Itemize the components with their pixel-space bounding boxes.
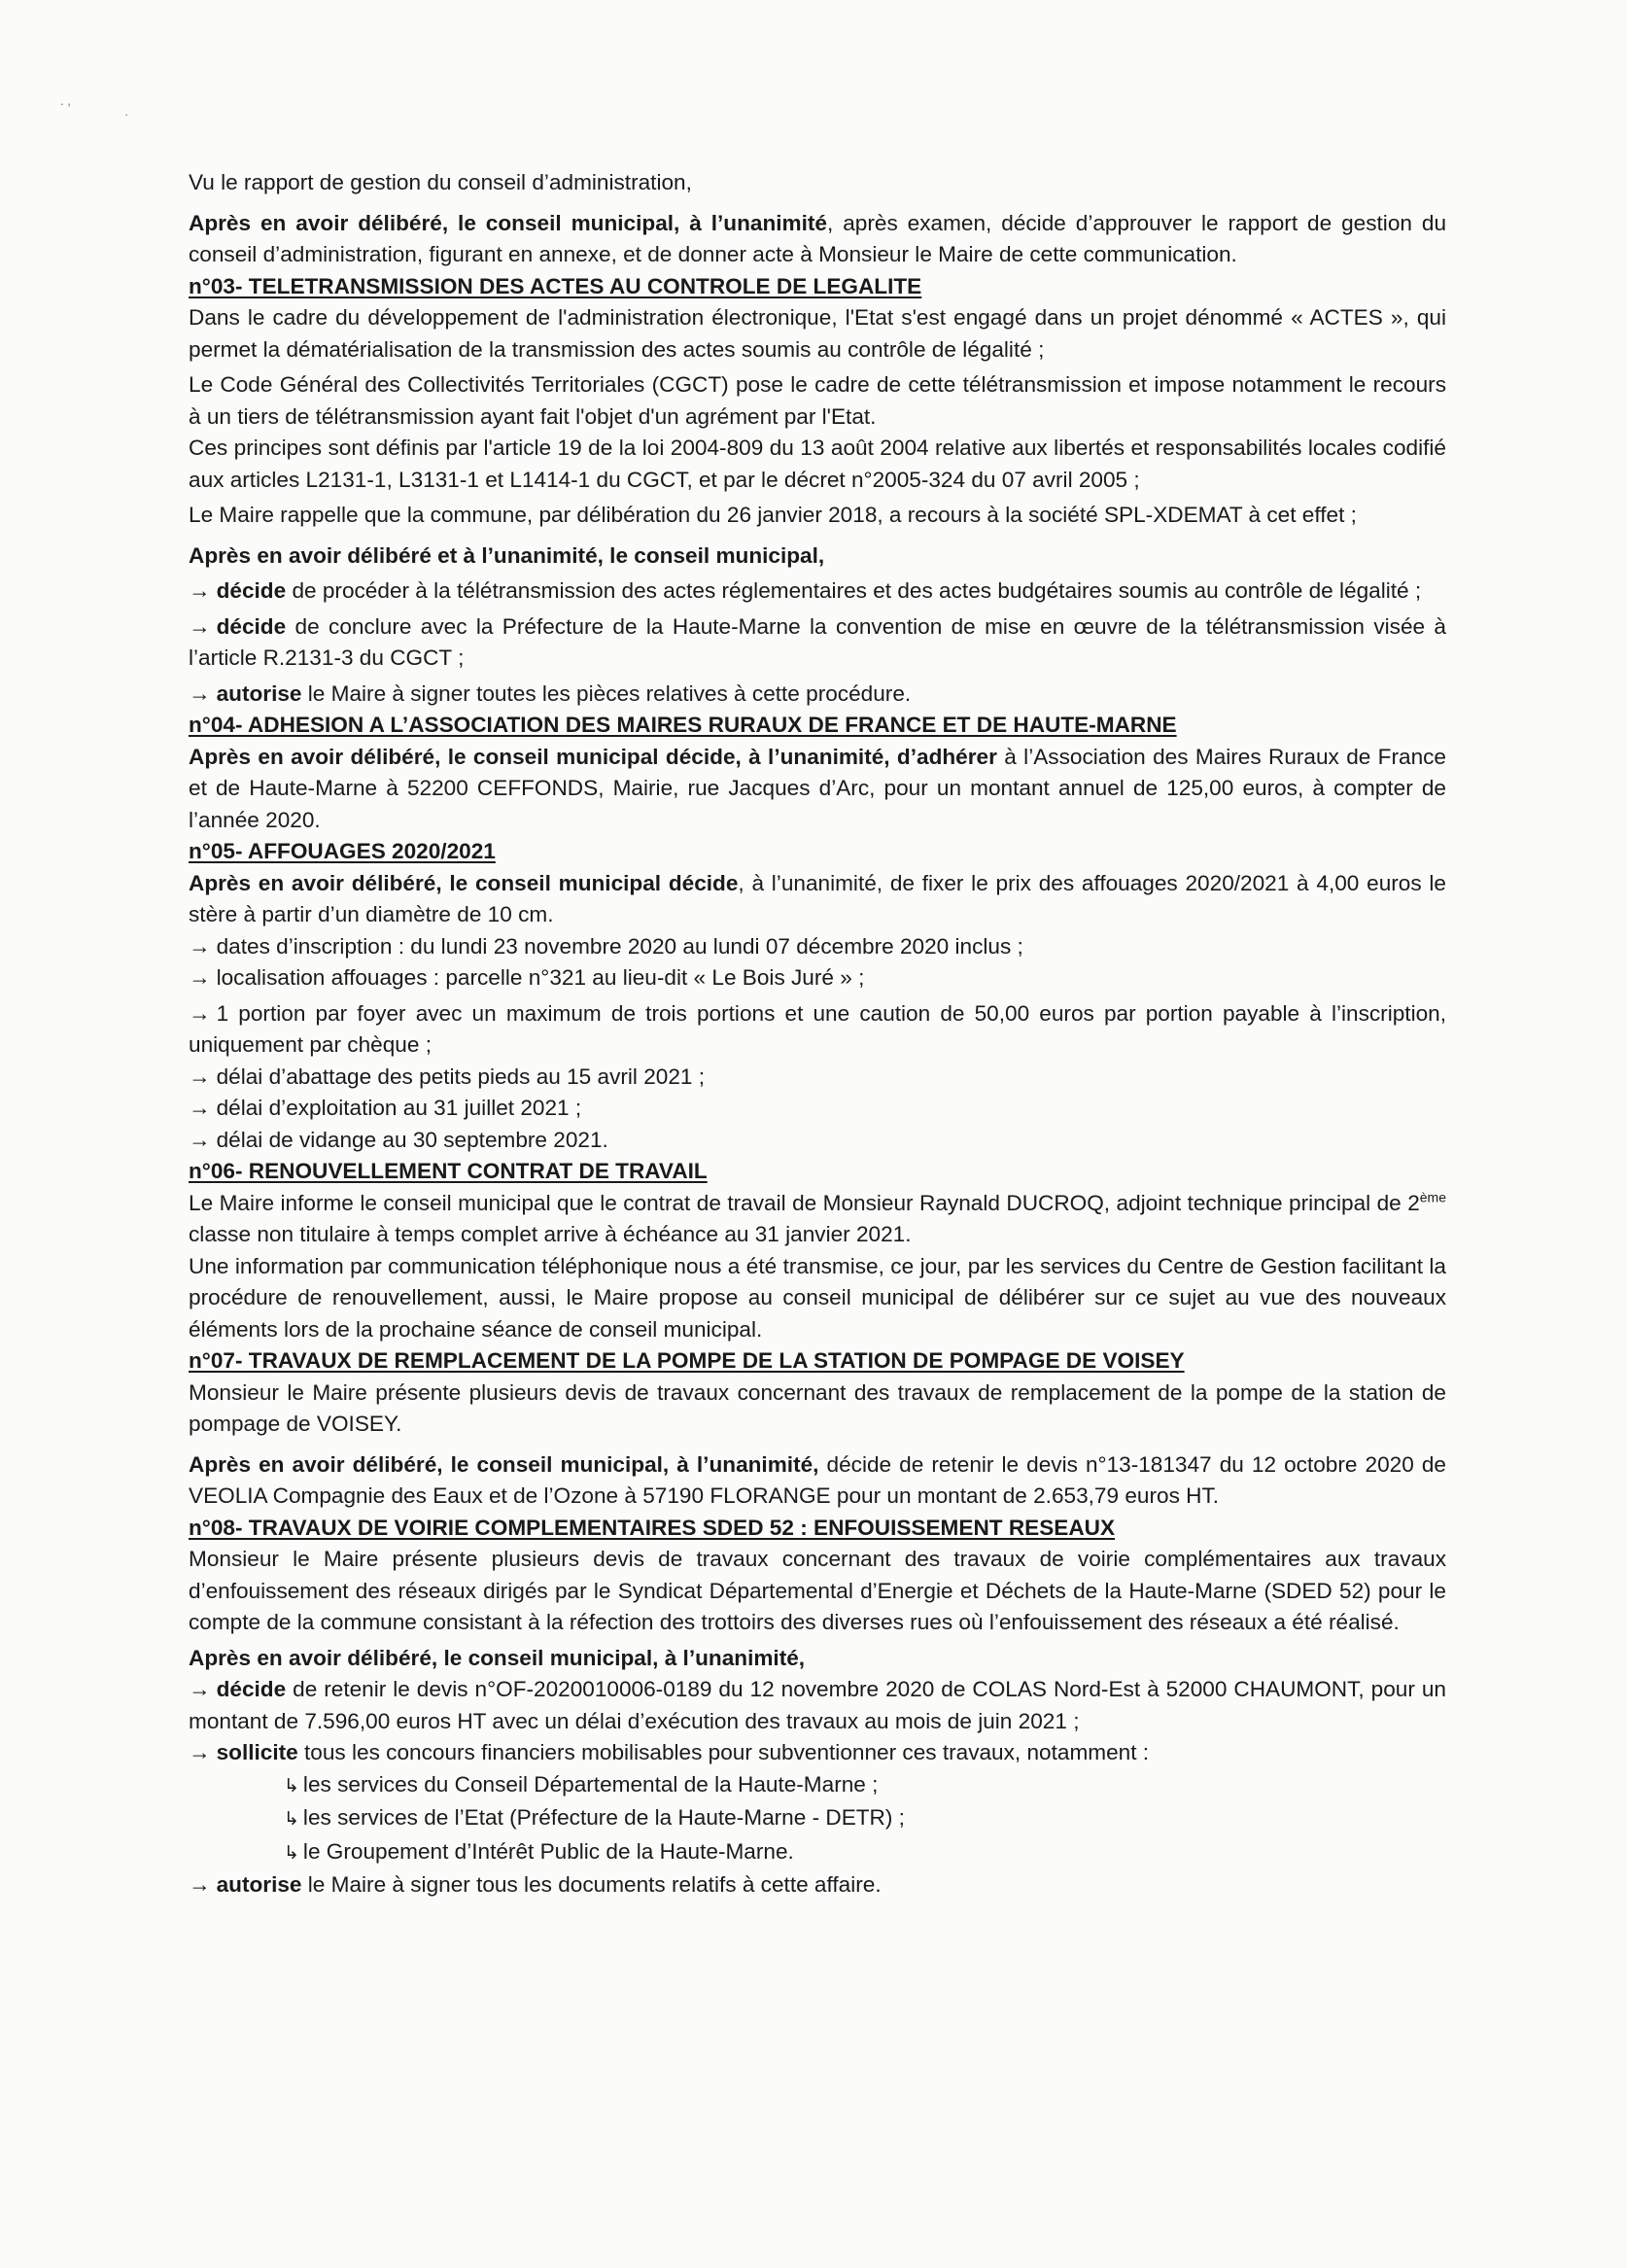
- list-item: → 1 portion par foyer avec un maximum de trois portions et une caution de 50,00 euros par portion payable à l’inscription, uniquement par chèque ;: [189, 1000, 1446, 1057]
- arrow-icon: →: [189, 1740, 211, 1764]
- list-item: → décide de retenir le devis n°OF-2020010006-0189 du 12 novembre 2020 de COLAS Nord-Est à 52000 CHAUMONT, pour un montant de 7.596,00 euros HT avec un délai d’exécution des travaux au mois de juin 2021 ;: [189, 1677, 1446, 1733]
- section-06-title: n°06- RENOUVELLEMENT CONTRAT DE TRAVAIL: [189, 1159, 708, 1183]
- section-03-paragraph: Ces principes sont définis par l'article 19 de la loi 2004-809 du 13 août 2004 relative aux libertés et responsabilités locales codifié aux articles L2131-1, L3131-1 et L1414-1 du CGCT, et par le décret n°2005-324 du 07 avril 2005 ;: [189, 436, 1446, 492]
- section-03-paragraph: Le Maire rappelle que la commune, par délibération du 26 janvier 2018, a recours à la société SPL-XDEMAT à cet effet ;: [189, 503, 1357, 527]
- document-page: [189, 167, 1446, 1902]
- sub-list-item: ↳ le Groupement d’Intérêt Public de la Haute-Marne.: [284, 1838, 794, 1864]
- section-03-decision: Après en avoir délibéré et à l’unanimité, le conseil municipal,: [189, 542, 825, 568]
- arrow-icon: →: [189, 1000, 211, 1026]
- section-04-title: n°04- ADHESION A L’ASSOCIATION DES MAIRES RURAUX DE FRANCE ET DE HAUTE-MARNE: [189, 713, 1177, 737]
- list-item: → délai d’exploitation au 31 juillet 2021 ;: [189, 1096, 582, 1120]
- sub-list-item: ↳ les services du Conseil Départemental de la Haute-Marne ;: [284, 1771, 879, 1797]
- section-04-paragraph: Après en avoir délibéré, le conseil municipal décide, à l’unanimité, d’adhérer à l’Association des Maires Ruraux de France et de Haute-Marne à 52200 CEFFONDS, Mairie, rue Jacques d’Arc, pour un montant annuel de 125,00 euros, à compter de l’année 2020.: [189, 744, 1446, 832]
- section-07-decision: Après en avoir délibéré, le conseil municipal, à l’unanimité, décide de retenir le devis n°13-181347 du 12 octobre 2020 de VEOLIA Compagnie des Eaux et de l’Ozone à 57190 FLORANGE pour un montant de 2.653,79 euros HT.: [189, 1451, 1446, 1508]
- section-08-decision: Après en avoir délibéré, le conseil municipal, à l’unanimité,: [189, 1645, 806, 1670]
- arrow-icon: →: [189, 965, 211, 990]
- return-arrow-icon: ↳: [284, 1775, 299, 1797]
- list-item: → sollicite tous les concours financiers mobilisables pour subventionner ces travaux, notamment :: [189, 1740, 1150, 1764]
- list-item: → autorise le Maire à signer tous les documents relatifs à cette affaire.: [189, 1872, 882, 1897]
- arrow-icon: →: [189, 578, 211, 603]
- section-08-paragraph: Monsieur le Maire présente plusieurs devis de travaux concernant des travaux de voirie complémentaires aux travaux d’enfouissement des réseaux dirigés par le Syndicat Départemental d’Energie et Déchets de la Haute-Marne (SDED 52) pour le compte de la commune consistant à la réfection des trottoirs des diverses rues où l’enfouissement des réseaux a été réalisé.: [189, 1547, 1446, 1634]
- arrow-icon: →: [189, 680, 211, 706]
- scan-speck: . ,: [60, 93, 71, 108]
- arrow-icon: →: [189, 1872, 211, 1897]
- list-item: → délai d’abattage des petits pieds au 15 avril 2021 ;: [189, 1064, 706, 1089]
- section-03-paragraph: Le Code Général des Collectivités Territoriales (CGCT) pose le cadre de cette télétransmission et impose notamment le recours à un tiers de télétransmission ayant fait l'objet d'un agrément par l'Etat.: [189, 372, 1446, 429]
- list-item: → délai de vidange au 30 septembre 2021.: [189, 1127, 608, 1152]
- return-arrow-icon: ↳: [284, 1809, 299, 1830]
- sub-list-item: ↳ les services de l’Etat (Préfecture de la Haute-Marne - DETR) ;: [284, 1805, 905, 1830]
- list-item: → autorise le Maire à signer toutes les pièces relatives à cette procédure.: [189, 680, 912, 706]
- arrow-icon: →: [189, 933, 211, 959]
- section-05-paragraph: Après en avoir délibéré, le conseil municipal décide, à l’unanimité, de fixer le prix des affouages 2020/2021 à 4,00 euros le stère à partir d’un diamètre de 10 cm.: [189, 870, 1446, 926]
- arrow-icon: →: [189, 1127, 211, 1152]
- scan-speck: ·: [124, 107, 129, 122]
- list-item: → décide de procéder à la télétransmission des actes réglementaires et des actes budgétaires soumis au contrôle de légalité ;: [189, 578, 1422, 603]
- list-item: → dates d’inscription : du lundi 23 novembre 2020 au lundi 07 décembre 2020 inclus ;: [189, 933, 1023, 959]
- intro-deliberation: Après en avoir délibéré, le conseil municipal, à l’unanimité, après examen, décide d’approuver le rapport de gestion du conseil d’administration, figurant en annexe, et de donner acte à Monsieur le Maire de cette communication.: [189, 210, 1447, 266]
- section-05-title: n°05- AFFOUAGES 2020/2021: [189, 839, 496, 863]
- list-item: → localisation affouages : parcelle n°321 au lieu-dit « Le Bois Juré » ;: [189, 965, 865, 990]
- section-08-title: n°08- TRAVAUX DE VOIRIE COMPLEMENTAIRES SDED 52 : ENFOUISSEMENT RESEAUX: [189, 1515, 1116, 1540]
- section-06-paragraph: Une information par communication téléphonique nous a été transmise, ce jour, par les services du Centre de Gestion facilitant la procédure de renouvellement, aussi, le Maire propose au conseil municipal de délibérer sur ce sujet au vue des nouveaux éléments lors de la prochaine séance de conseil municipal.: [189, 1253, 1446, 1342]
- arrow-icon: →: [189, 1096, 211, 1120]
- section-07-title: n°07- TRAVAUX DE REMPLACEMENT DE LA POMPE DE LA STATION DE POMPAGE DE VOISEY: [189, 1348, 1185, 1373]
- arrow-icon: →: [189, 1064, 211, 1089]
- section-07-paragraph: Monsieur le Maire présente plusieurs devis de travaux concernant des travaux de remplacement de la pompe de la station de pompage de VOISEY.: [189, 1379, 1446, 1436]
- return-arrow-icon: ↳: [284, 1842, 299, 1864]
- section-06-paragraph: Le Maire informe le conseil municipal que le contrat de travail de Monsieur Raynald DUCROQ, adjoint technique principal de 2ème classe non titulaire à temps complet arrive à échéance au 31 janvier 2021.: [189, 1188, 1446, 1246]
- section-03-title: n°03- TELETRANSMISSION DES ACTES AU CONTROLE DE LEGALITE: [189, 273, 922, 298]
- list-item: → décide de conclure avec la Préfecture de la Haute-Marne la convention de mise en œuvre de la télétransmission visée à l’article R.2131-3 du CGCT ;: [189, 613, 1446, 670]
- section-03-paragraph: Dans le cadre du développement de l'administration électronique, l'Etat s'est engagé dans un projet dénommé « ACTES », qui permet la dématérialisation de la transmission des actes soumis au contrôle de légalité ;: [189, 305, 1446, 362]
- intro-vu: Vu le rapport de gestion du conseil d’administration,: [189, 170, 692, 194]
- arrow-icon: →: [189, 1677, 211, 1701]
- arrow-icon: →: [189, 613, 211, 639]
